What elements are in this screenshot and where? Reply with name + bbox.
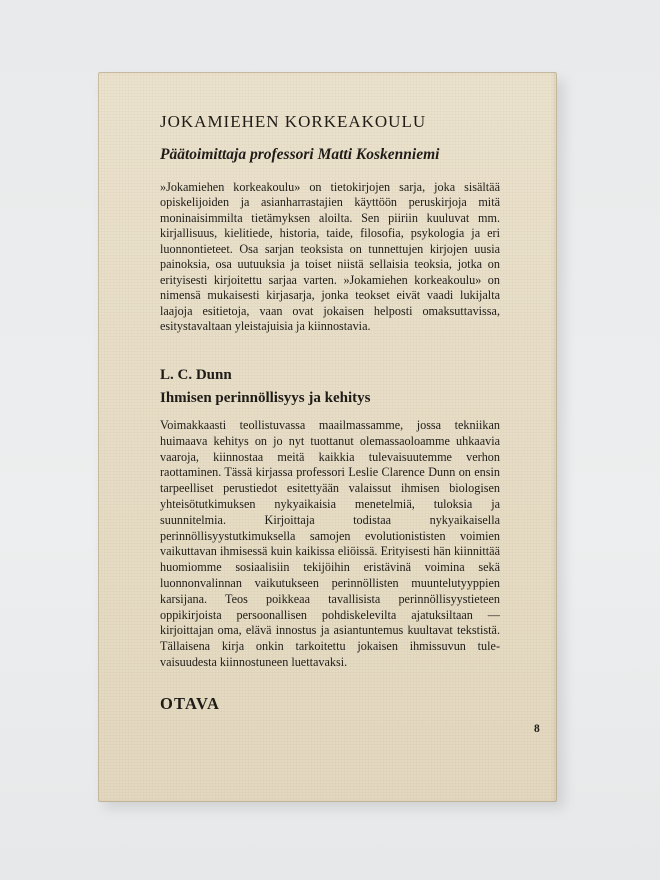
series-title: JOKAMIEHEN KORKEAKOULU: [160, 112, 427, 131]
book-description: Voimakkaasti teollistuvassa maailmassamme, jossa tekniikan huimaava kehitys on jo nyt tuottanut olemassaoloamme uhkaavia vaaroja, kiinnostaa meitä kaikkia tulevaisuutemme verhon raottaminen. Tässä kirjassa professori Leslie Clarence Dunn on ensin tarpeelliset perustiedot esitettyään valaissut ihmisen biologisen yhteisötutkimuksen nykyaikaisia menetelmiä, tuloksia ja suunnitelmia. Kirjoittaja todistaa nykyaikaisella perinnöllisyystutkimuksella samojen evolutionististen voimien vaikuttavan ihmisessä kuin kaikissa eliöissä. Erityisesti hän kiinnittää huomiomme sosiaalisiin tekijöihin eristävinä voimina sekä luonnonvalinnan vaikutukseen perinnöllisten muuntelutyyppien karsijana. Teos poikkeaa tavallisista perinnöllisyystieteen oppikirjoista persoonallisen pohdiskelevilta ajatuksiltaan — kirjoittajan oma, elävä innostus ja asiantuntemus kuultavat tekstistä. Tällaisena kirja onkin tarkoitettu jokaisen ihmissuvun tulevaisuudesta kiinnostuneen luettavaksi.: [160, 418, 500, 669]
author-name: L. C. Dunn: [160, 367, 232, 383]
book-back-cover: [98, 72, 557, 802]
series-description: »Jokamiehen korkeakoulu» on tietokirjojen sarja, joka sisältää opiskelijoiden ja asianharrastajien käyttöön peruskirjoja mitä moninaisimmilta tietämyksen aloilta. Sen piiriin kuuluvat mm. kirjallisuus, kielitiede, historia, taide, filosofia, psykologia ja eri luonnontieteet. Osa sarjan teoksista on tunnettujen kirjojen uusia painoksia, osa uutuuksia ja toiset niistä sellaisia teoksia, jotka on erityisesti kirjoitettu sarjaa varten. »Jokamiehen korkeakoulu» on nimensä mukaisesti kirjasarja, jonka teokset eivät vaadi lukijalta laajoja esitietoja, vaan ovat jokaisen helposti omaksuttavissa, esitystavaltaan yleistajuisia ja kiinnostavia.: [160, 180, 500, 334]
publisher-name: OTAVA: [160, 694, 221, 713]
book-title: Ihmisen perinnöllisyys ja kehitys: [160, 390, 371, 406]
editor-line: Päätoimittaja professori Matti Koskenniemi: [160, 146, 440, 163]
series-number: 8: [534, 723, 540, 735]
